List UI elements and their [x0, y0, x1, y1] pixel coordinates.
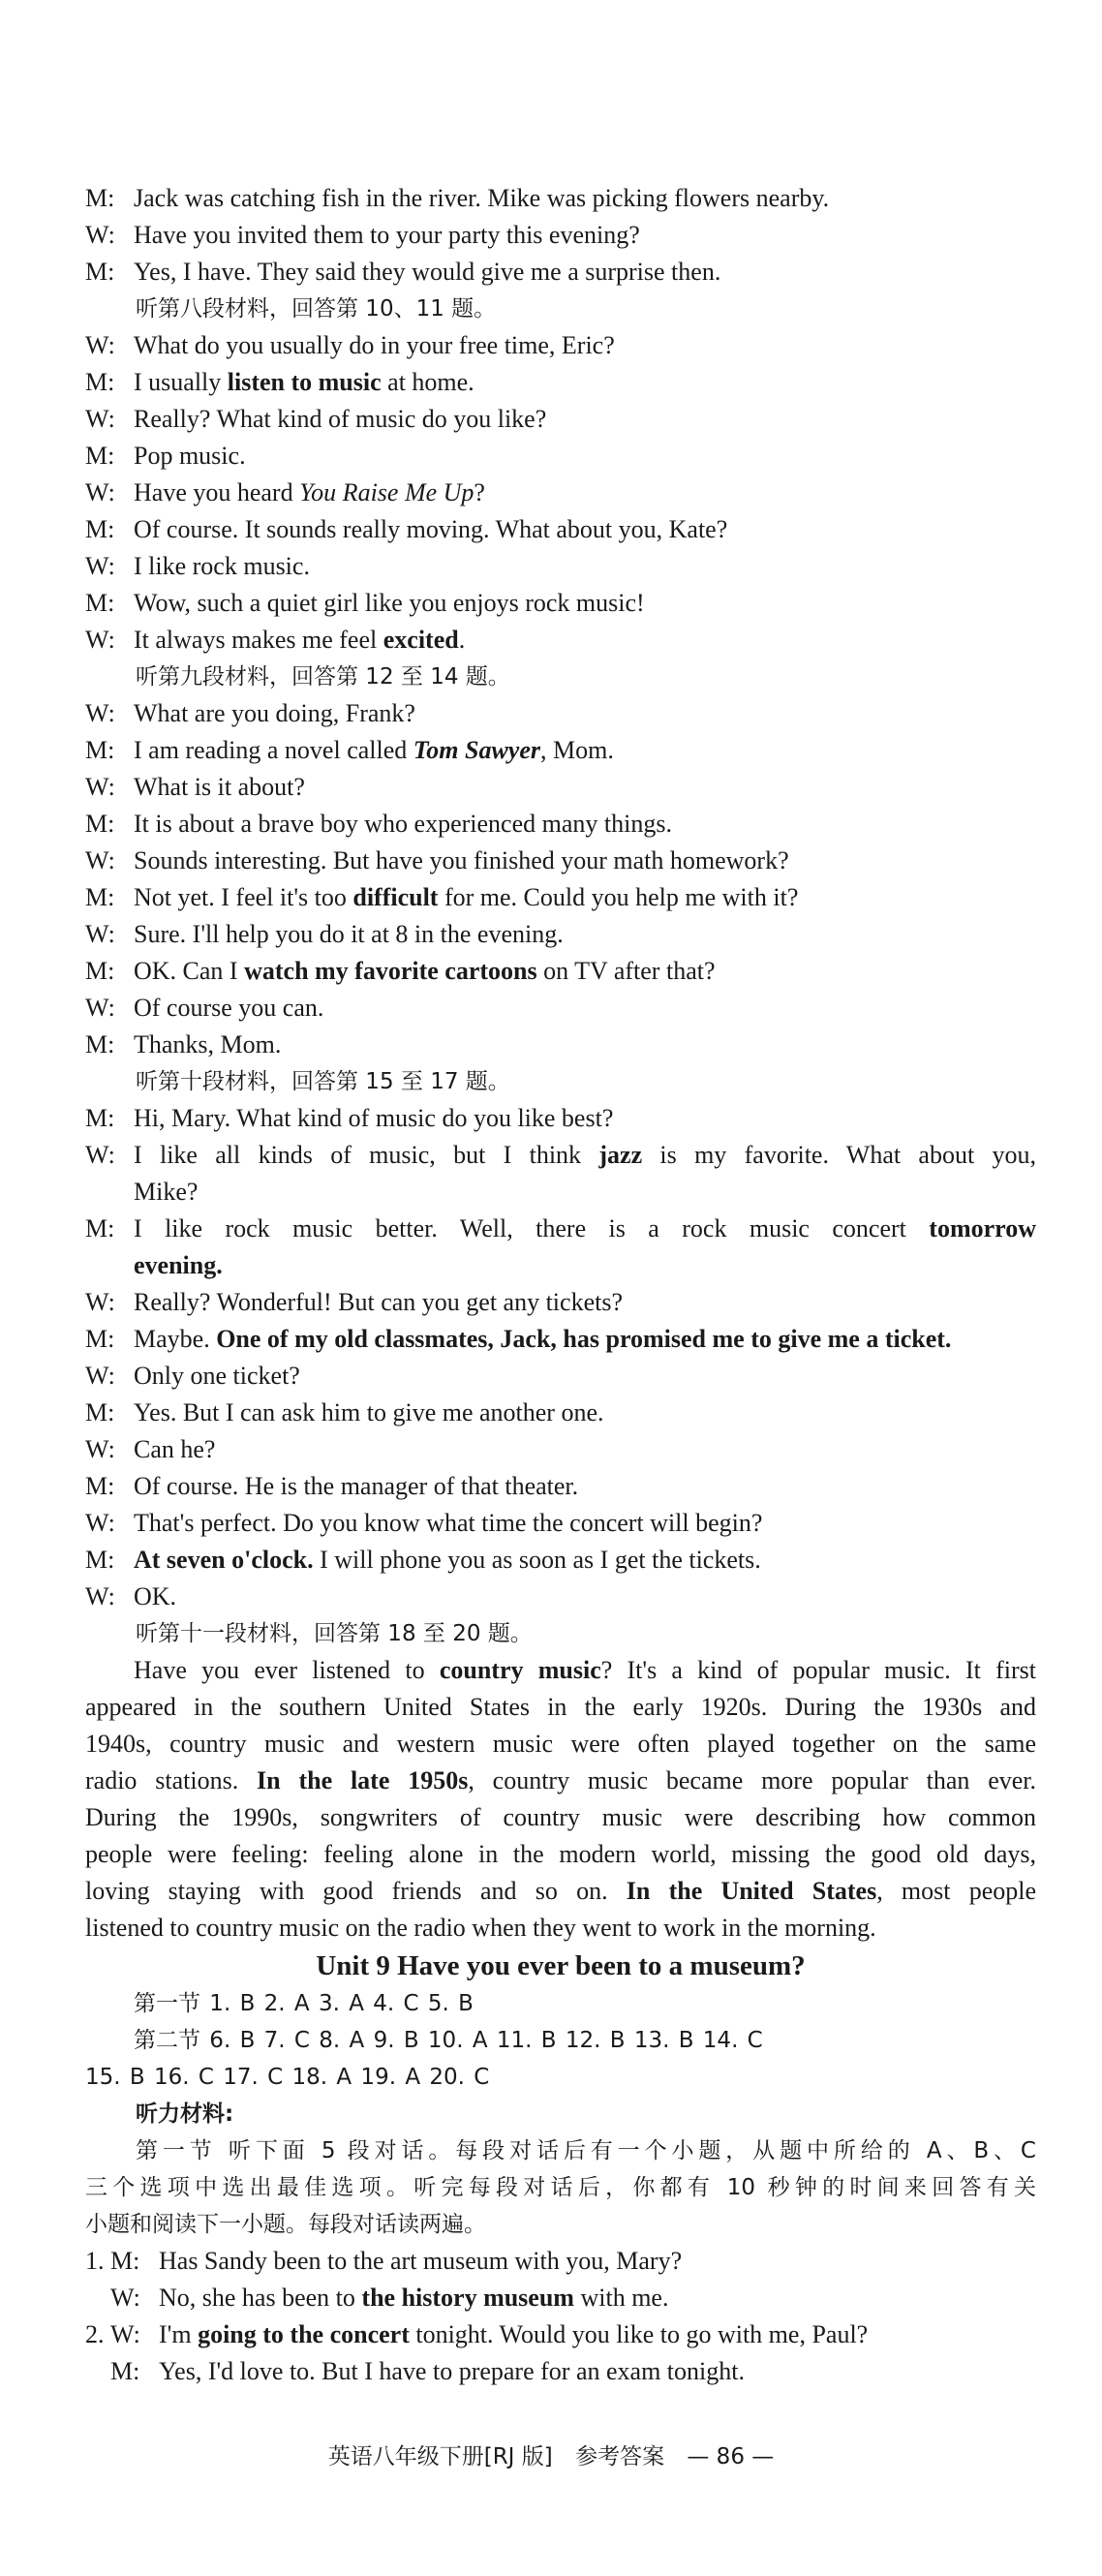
keyword: In the United States: [626, 1877, 877, 1905]
speaker: M:: [110, 2357, 140, 2385]
speaker: W:: [85, 626, 115, 654]
dialogue-line: [85, 364, 1036, 401]
page-number: — 86 —: [687, 2444, 775, 2469]
dialogue-line: [85, 732, 1036, 769]
speaker: W:: [85, 1435, 115, 1463]
speaker: W:: [85, 221, 115, 249]
speaker: M:: [85, 589, 115, 617]
dialogue-text: Maybe. One of my old classmates, Jack, has promised me to give me a ticket.: [134, 1325, 952, 1353]
passage-line: Have you ever listened to country music? It's a kind of popular music. It first: [134, 1656, 1037, 1684]
dialogue-text: OK.: [134, 1582, 177, 1610]
dialogue-line: [85, 953, 1036, 990]
speaker: M:: [85, 810, 115, 838]
dialogue-text: Have you invited them to your party this evening?: [134, 221, 640, 249]
dialogue-line: [85, 622, 1036, 659]
keyword: jazz: [598, 1141, 643, 1169]
dialogue-line: [85, 1395, 1036, 1431]
speaker: M:: [85, 1398, 115, 1426]
dialogue-text: Have you heard You Raise Me Up?: [134, 478, 485, 506]
dialogue-line: [85, 1358, 1036, 1395]
dialogue-line: [85, 695, 1036, 732]
dialogue-line: [85, 769, 1036, 806]
speaker: W:: [85, 552, 115, 580]
dialogue-line: [85, 843, 1036, 879]
dialogue-text: I am reading a novel called Tom Sawyer, Mom.: [134, 736, 614, 764]
dialogue-text: I like rock music.: [134, 552, 310, 580]
dialogue-text: At seven o'clock. I will phone you as soon as I get the tickets.: [134, 1546, 761, 1574]
passage-line: people were feeling: feeling alone in the modern world, missing the good old days,: [85, 1840, 1036, 1868]
question-2-reply: [85, 2353, 1036, 2390]
dialogue-text: I like all kinds of music, but I think jazz is my favorite. What about you,: [134, 1141, 1036, 1169]
dialogue-line: [85, 475, 1036, 511]
speaker: W:: [85, 846, 115, 874]
unit-title: Unit 9 Have you ever been to a museum?: [316, 1950, 806, 1981]
section-instruction: 听第八段材料，回答第 10、11 题。: [136, 296, 497, 322]
dialogue-line: [85, 806, 1036, 843]
question-2: [85, 2316, 1036, 2353]
dialogue-line: [85, 254, 1036, 291]
dialogue-line: [85, 1505, 1036, 1542]
dialogue-text: Yes, I'd love to. But I have to prepare for an exam tonight.: [159, 2357, 745, 2385]
question-number: 2.: [85, 2320, 105, 2348]
dialogue-text: Yes. But I can ask him to give me another one.: [134, 1398, 604, 1426]
speaker: M:: [85, 1030, 115, 1058]
dialogue-line: [85, 438, 1036, 475]
dialogue-line: [85, 1579, 1036, 1615]
speaker: W:: [85, 1141, 115, 1169]
dialogue-line: [85, 217, 1036, 254]
dialogue-text: Wow, such a quiet girl like you enjoys rock music!: [134, 589, 645, 617]
dialogue-text: Only one ticket?: [134, 1362, 300, 1390]
dialogue-line: [85, 401, 1036, 438]
keyword: the history museum: [361, 2284, 574, 2312]
keyword: tomorrow: [929, 1214, 1036, 1242]
dialogue-line: [85, 1321, 1036, 1358]
dialogue-text: Of course you can.: [134, 994, 324, 1022]
dialogue-text: It always makes me feel excited.: [134, 626, 466, 654]
instruction-line: 第一节 听下面 5 段对话。每段对话后有一个小题，从题中所给的 A、B、C: [136, 2138, 1036, 2163]
dialogue-line: [85, 327, 1036, 364]
dialogue-text: Jack was catching fish in the river. Mike was picking flowers nearby.: [134, 184, 830, 212]
keyword: listen to music: [227, 368, 382, 396]
speaker: M:: [85, 736, 115, 764]
speaker: W:: [85, 1362, 115, 1390]
speaker: M:: [85, 957, 115, 985]
section-instruction: 听第九段材料，回答第 12 至 14 题。: [136, 664, 510, 690]
question-1: [85, 2243, 1036, 2280]
section-instruction: 听第十一段材料，回答第 18 至 20 题。: [136, 1621, 533, 1646]
keyword: country music: [439, 1656, 601, 1684]
speaker: M:: [85, 368, 115, 396]
speaker: W:: [85, 1509, 115, 1537]
speaker: W:: [85, 699, 115, 727]
answer-key-section-1: 第一节 1. B 2. A 3. A 4. C 5. B: [134, 1991, 474, 2016]
keyword: At seven o'clock.: [134, 1546, 314, 1574]
dialogue-text: Thanks, Mom.: [134, 1030, 282, 1058]
passage-line: radio stations. In the late 1950s, country music became more popular than ever.: [85, 1766, 1036, 1794]
dialogue-line: [85, 1468, 1036, 1505]
dialogue-line: [85, 1211, 1036, 1247]
passage-line: 1940s, country music and western music were often played together on the same: [85, 1730, 1036, 1758]
dialogue-text: Of course. He is the manager of that theater.: [134, 1472, 579, 1500]
speaker: M:: [85, 184, 115, 212]
song-title: You Raise Me Up: [299, 478, 474, 506]
book-title: Tom Sawyer: [413, 736, 540, 764]
dialogue-line: [85, 585, 1036, 622]
dialogue-line: [85, 879, 1036, 916]
book-name: 英语八年级下册[RJ 版]: [327, 2444, 553, 2469]
dialogue-line: [85, 990, 1036, 1027]
dialogue-text: What are you doing, Frank?: [134, 699, 415, 727]
passage-line: listened to country music on the radio when they went to work in the morning.: [85, 1914, 876, 1942]
dialogue-line: [85, 1027, 1036, 1063]
speaker: W:: [85, 478, 115, 506]
speaker: M:: [85, 515, 115, 543]
dialogue-continuation: Mike?: [134, 1178, 199, 1206]
instruction-line: 三个选项中选出最佳选项。听完每段对话后，你都有 10 秒钟的时间来回答有关: [85, 2175, 1036, 2200]
dialogue-text: Sure. I'll help you do it at 8 in the evening.: [134, 920, 564, 948]
speaker: M:: [85, 442, 115, 470]
keyword: going to the concert: [198, 2320, 410, 2348]
dialogue-text: Hi, Mary. What kind of music do you like best?: [134, 1104, 614, 1132]
dialogue-line: [85, 548, 1036, 585]
dialogue-line: [85, 1431, 1036, 1468]
dialogue-text: OK. Can I watch my favorite cartoons on TV after that?: [134, 957, 716, 985]
passage-line: loving staying with good friends and so on. In the United States, most people: [85, 1877, 1037, 1905]
speaker: M:: [85, 883, 115, 911]
instruction-line: 小题和阅读下一小题。每段对话读两遍。: [85, 2212, 486, 2237]
dialogue-text: Has Sandy been to the art museum with you, Mary?: [159, 2247, 683, 2275]
speaker: W:: [110, 2284, 140, 2312]
page-footer: [0, 2438, 1102, 2470]
passage-line: During the 1990s, songwriters of country music were describing how common: [85, 1803, 1036, 1831]
speaker: M:: [85, 1472, 115, 1500]
speaker: W:: [85, 773, 115, 801]
keyword: difficult: [352, 883, 439, 911]
speaker: M:: [85, 258, 115, 286]
keyword: In the late 1950s: [257, 1766, 469, 1794]
listening-label: 听力材料:: [136, 2101, 234, 2127]
dialogue-text: Really? What kind of music do you like?: [134, 405, 547, 433]
keyword: excited: [383, 626, 459, 654]
dialogue-text: Sounds interesting. But have you finished your math homework?: [134, 846, 789, 874]
dialogue-line: [85, 1100, 1036, 1137]
answer-key-section-2: 第二节 6. B 7. C 8. A 9. B 10. A 11. B 12. B 13. B 14. C: [134, 2028, 763, 2053]
page-content: [85, 180, 1036, 2390]
footer-label: 参考答案: [575, 2444, 665, 2469]
dialogue-text: Yes, I have. They said they would give me a surprise then.: [134, 258, 721, 286]
dialogue-text: Of course. It sounds really moving. What about you, Kate?: [134, 515, 728, 543]
keyword: One of my old classmates, Jack, has promised me to give me a ticket.: [216, 1325, 952, 1353]
dialogue-line: [85, 1542, 1036, 1579]
question-1-reply: [85, 2280, 1036, 2316]
dialogue-text: What do you usually do in your free time, Eric?: [134, 331, 615, 359]
dialogue-line: [85, 1137, 1036, 1174]
speaker: M:: [85, 1214, 115, 1242]
dialogue-text: Pop music.: [134, 442, 246, 470]
dialogue-line: [85, 1284, 1036, 1321]
speaker: M:: [110, 2247, 140, 2275]
section-instruction: 听第十段材料，回答第 15 至 17 题。: [136, 1069, 510, 1094]
speaker: W:: [85, 405, 115, 433]
dialogue-line: [85, 511, 1036, 548]
keyword: evening: [134, 1251, 217, 1279]
speaker: M:: [85, 1104, 115, 1132]
dialogue-text: Can he?: [134, 1435, 216, 1463]
dialogue-text: Really? Wonderful! But can you get any tickets?: [134, 1288, 623, 1316]
speaker: M:: [85, 1546, 115, 1574]
speaker: W:: [85, 1288, 115, 1316]
speaker: W:: [110, 2320, 140, 2348]
speaker: M:: [85, 1325, 115, 1353]
question-number: 1.: [85, 2247, 105, 2275]
keyword: watch my favorite cartoons: [244, 957, 537, 985]
dialogue-continuation: evening.: [134, 1251, 223, 1279]
dialogue-line: [85, 916, 1036, 953]
dialogue-text: I'm going to the concert tonight. Would you like to go with me, Paul?: [159, 2320, 869, 2348]
dialogue-text: No, she has been to the history museum with me.: [159, 2284, 669, 2312]
speaker: W:: [85, 1582, 115, 1610]
dialogue-text: I usually listen to music at home.: [134, 368, 474, 396]
answer-key-section-2-cont: 15. B 16. C 17. C 18. A 19. A 20. C: [85, 2065, 490, 2090]
dialogue-text: What is it about?: [134, 773, 305, 801]
dialogue-line: [85, 180, 1036, 217]
dialogue-text: Not yet. I feel it's too difficult for me. Could you help me with it?: [134, 883, 799, 911]
speaker: W:: [85, 994, 115, 1022]
speaker: W:: [85, 920, 115, 948]
passage-line: appeared in the southern United States in the early 1920s. During the 1930s and: [85, 1693, 1036, 1721]
dialogue-text: That's perfect. Do you know what time the concert will begin?: [134, 1509, 763, 1537]
dialogue-text: It is about a brave boy who experienced many things.: [134, 810, 672, 838]
speaker: W:: [85, 331, 115, 359]
dialogue-text: I like rock music better. Well, there is a rock music concert tomorrow: [134, 1214, 1036, 1242]
